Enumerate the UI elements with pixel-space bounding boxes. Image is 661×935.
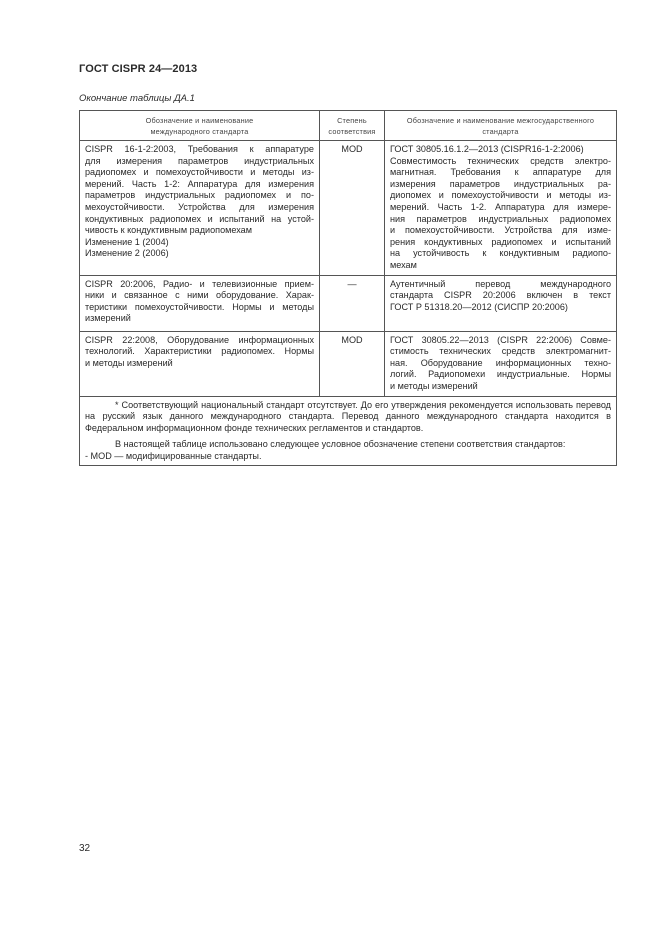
cell-line: технологий. Характеристики радиопомех. Нормы <box>85 346 314 357</box>
column-header-international <box>80 111 320 141</box>
cell-line: мерений. Часть 1-2. Аппаратура для измере- <box>390 201 611 212</box>
cell-line: и помехоустойчивости. Устройства для изме- <box>390 225 611 236</box>
header-line: Обозначение и наименование <box>145 116 254 125</box>
cell-interstate-standard <box>385 141 617 276</box>
cell-line: чивость к кондуктивным радиопомехам <box>85 225 252 236</box>
legend-intro-text: В настоящей таблице использовано следующее условное обозначение степени соответствия стандартов: <box>115 439 566 450</box>
cell-line: диопомех и помехоустойчивости и методы из- <box>390 190 611 201</box>
cell-line: Совместимость технических средств электро- <box>390 155 611 166</box>
document-header: ГОСТ CISPR 24—2013 <box>79 63 198 75</box>
cell-line: стандарта CISPR 20:2006 включен в текст <box>390 290 611 301</box>
cell-line: кондуктивных радиопомех и испытаний на устой- <box>85 213 314 224</box>
cell-interstate-standard <box>385 275 617 331</box>
column-header-degree <box>320 111 385 141</box>
cell-line: ГОСТ 30805.22—2013 (CISPR 22:2006) Совме- <box>390 334 611 345</box>
cell-line: ГОСТ 30805.16.1.2—2013 (CISPR16-1-2:2006) <box>390 144 584 154</box>
cell-line: радиопомех и помехоустойчивости и методы из- <box>85 167 314 178</box>
cell-line: теристики помехоустойчивости. Нормы и методы <box>85 301 314 312</box>
cell-line: Аутентичный перевод международного <box>390 278 611 289</box>
cell-line: логий. Радиопомехи индустриальные. Нормы <box>390 369 611 380</box>
cell-line: и методы измерений <box>85 357 173 368</box>
header-line: стандарта <box>482 126 519 136</box>
legend-item-mod: - MOD — модифицированные стандарты. <box>85 450 262 461</box>
cell-line: для измерения параметров индустриальных <box>85 155 314 166</box>
column-header-interstate <box>385 111 617 141</box>
cell-line: на устойчивость к кондуктивным радиопо- <box>390 248 611 259</box>
cell-line: ная. Оборудование информационных техно- <box>390 357 611 368</box>
standards-table <box>79 110 617 466</box>
cell-international-standard <box>80 331 320 396</box>
cell-line: мерений. Часть 1-2: Аппаратура для измерения <box>85 178 314 189</box>
header-line: соответствия <box>328 126 376 136</box>
header-line: Степень <box>337 116 367 125</box>
cell-degree: MOD <box>320 331 385 396</box>
table-notes <box>80 396 617 466</box>
table-header-row <box>80 111 617 141</box>
table-row <box>80 141 617 276</box>
table-notes-row <box>80 396 617 466</box>
cell-line: параметров индустриальных радиопомех и по- <box>85 190 314 201</box>
cell-line: CISPR 16-1-2:2003, Требования к аппаратуре <box>85 144 314 154</box>
cell-line: CISPR 22:2008, Оборудование информационных <box>85 334 314 345</box>
cell-line: магнитная. Требования к аппаратуре для <box>390 167 611 178</box>
cell-line: CISPR 20:2006, Радио- и телевизионные прием- <box>85 278 314 289</box>
cell-international-standard <box>80 275 320 331</box>
cell-line: ния параметров индустриальных радиопомех <box>390 213 611 224</box>
cell-degree: MOD <box>320 141 385 276</box>
cell-line: мехам <box>390 259 417 270</box>
cell-line: ники и связанное с ними оборудование. Харак- <box>85 290 314 301</box>
table-row <box>80 331 617 396</box>
header-line: Обозначение и наименование межгосударственного <box>406 116 595 125</box>
page-number: 32 <box>79 843 91 854</box>
cell-interstate-standard <box>385 331 617 396</box>
cell-line: стимость технических средств электромагнит- <box>390 346 611 357</box>
footnote-text: * Соответствующий национальный стандарт отсутствует. До его утверждения рекомендуется использовать перевод на русский язык данного международного стандарта. Перевод данного международного стандарта находится в Федеральном информационном фонде технических регламентов и стандартов. <box>85 399 611 433</box>
cell-line: рения кондуктивных радиопомех и испытаний <box>390 236 611 247</box>
cell-degree: — <box>320 275 385 331</box>
cell-line: измерения параметров индустриальных ра- <box>390 178 611 189</box>
cell-line: мехоустойчивости. Устройства для измерения <box>85 201 314 212</box>
header-line: международного стандарта <box>150 126 249 136</box>
table-caption: Окончание таблицы ДА.1 <box>79 93 195 104</box>
cell-line: измерений <box>85 313 131 324</box>
table-row <box>80 275 617 331</box>
cell-line: и методы измерений <box>390 380 478 391</box>
cell-international-standard <box>80 141 320 276</box>
cell-line: Изменение 2 (2006) <box>85 248 169 259</box>
cell-line: ГОСТ Р 51318.20—2012 (СИСПР 20:2006) <box>390 301 568 312</box>
cell-line: Изменение 1 (2004) <box>85 236 169 247</box>
